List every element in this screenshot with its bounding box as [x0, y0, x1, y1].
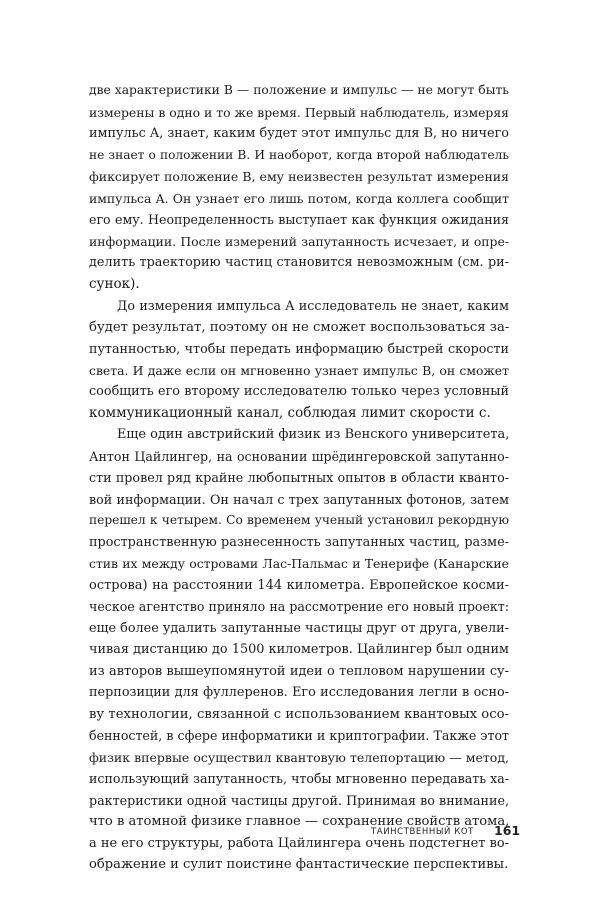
text-line: сти провел ряд крайне любопытных опытов в области кванто- — [89, 470, 509, 485]
text-line: будет результат, поэтому он не сможет воспользоваться за- — [89, 319, 510, 335]
text-line: сообщить его второму исследователю только через условный — [89, 384, 509, 399]
text-line: фиксирует положение B, ему неизвестен результат измерения — [89, 169, 509, 184]
paragraph-3 — [89, 424, 509, 876]
text-line: информации. После измерений запутанность исчезает, и опре- — [89, 233, 509, 249]
text-line: вой информации. Он начал с трех запутанных фотонов, затем — [89, 491, 509, 507]
text-line: стив их между островами Лас-Пальмас и Тенерифе (Канарские — [89, 556, 509, 571]
text-line: ву технологии, связанной с использованием квантовых осо- — [89, 706, 509, 722]
text-line: физик впервые осуществил квантовую телепортацию — метод, — [89, 749, 509, 765]
text-line: Еще один австрийский физик из Венского университета, — [117, 427, 510, 442]
text-line: его ему. Неопределенность выступает как функция ожидания — [89, 212, 509, 227]
text-line: сунок). — [89, 275, 140, 292]
text-line: бенностей, в сфере информатики и криптографии. Также этот — [89, 728, 509, 743]
text-line: коммуникационный канал, соблюдая лимит скорости c. — [89, 404, 491, 421]
text-line: путанностью, чтобы передать информацию быстрей скорости — [89, 341, 509, 356]
text-line: пространственную разнесенность запутанных частиц, разме- — [89, 534, 509, 550]
text-line: измерены в одно и то же время. Первый наблюдатель, измеряя — [89, 104, 509, 120]
text-line: ческое агентство приняло на рассмотрение его новый проект: — [89, 599, 509, 614]
text-line: из авторов вышеупомянутой идеи о тепловом нарушении су- — [89, 663, 509, 679]
paragraph-2 — [89, 295, 509, 424]
text-line: делить траекторию частиц становится невозможным (см. ри- — [89, 255, 509, 270]
text-line: что в атомной физике главное — сохранение свойств атома, — [89, 814, 510, 829]
text-line: острова) на расстоянии 144 километра. Европейское косми- — [89, 577, 509, 593]
text-line: рактеристики одной частицы другой. Принимая во внимание, — [89, 792, 509, 808]
page-number: 161 — [494, 823, 521, 838]
text-line: а не его структуры, работа Цайлингера очень подстегнет во- — [89, 835, 509, 851]
paragraph-1 — [89, 80, 509, 295]
text-line: ображение и сулит поистине фантастические перспективы. — [89, 857, 509, 872]
text-line: До измерения импульса A исследователь не знает, каким — [117, 298, 509, 313]
text-line: света. И даже если он мгновенно узнает импульс B, он сможет — [89, 362, 509, 378]
running-head: ТАИНСТВЕННЫЙ КОТ — [371, 827, 474, 837]
text-line: не знает о положении B. И наоборот, когда второй наблюдатель — [89, 147, 509, 162]
text-line: Антон Цайлингер, на основании шрёдингеровской запутанно- — [89, 448, 509, 464]
page-body — [89, 80, 509, 876]
text-line: использующий запутанность, чтобы мгновенно передавать ха- — [89, 771, 509, 786]
text-line: еще более удалить запутанные частицы друг от друга, увели- — [89, 620, 509, 636]
text-line: перешел к четырем. Со временем ученый установил рекордную — [89, 513, 509, 527]
text-line: импульса A. Он узнает его лишь потом, когда коллега сообщит — [89, 190, 509, 206]
text-line: импульс A, знает, каким будет этот импульс для B, но ничего — [89, 126, 509, 141]
text-line: перпозиции для фуллеренов. Его исследования легли в осно- — [89, 685, 509, 700]
text-line: две характеристики B — положение и импульс — не могут быть — [89, 83, 509, 97]
text-line: чивая дистанцию до 1500 километров. Цайлингер был одним — [89, 642, 509, 657]
